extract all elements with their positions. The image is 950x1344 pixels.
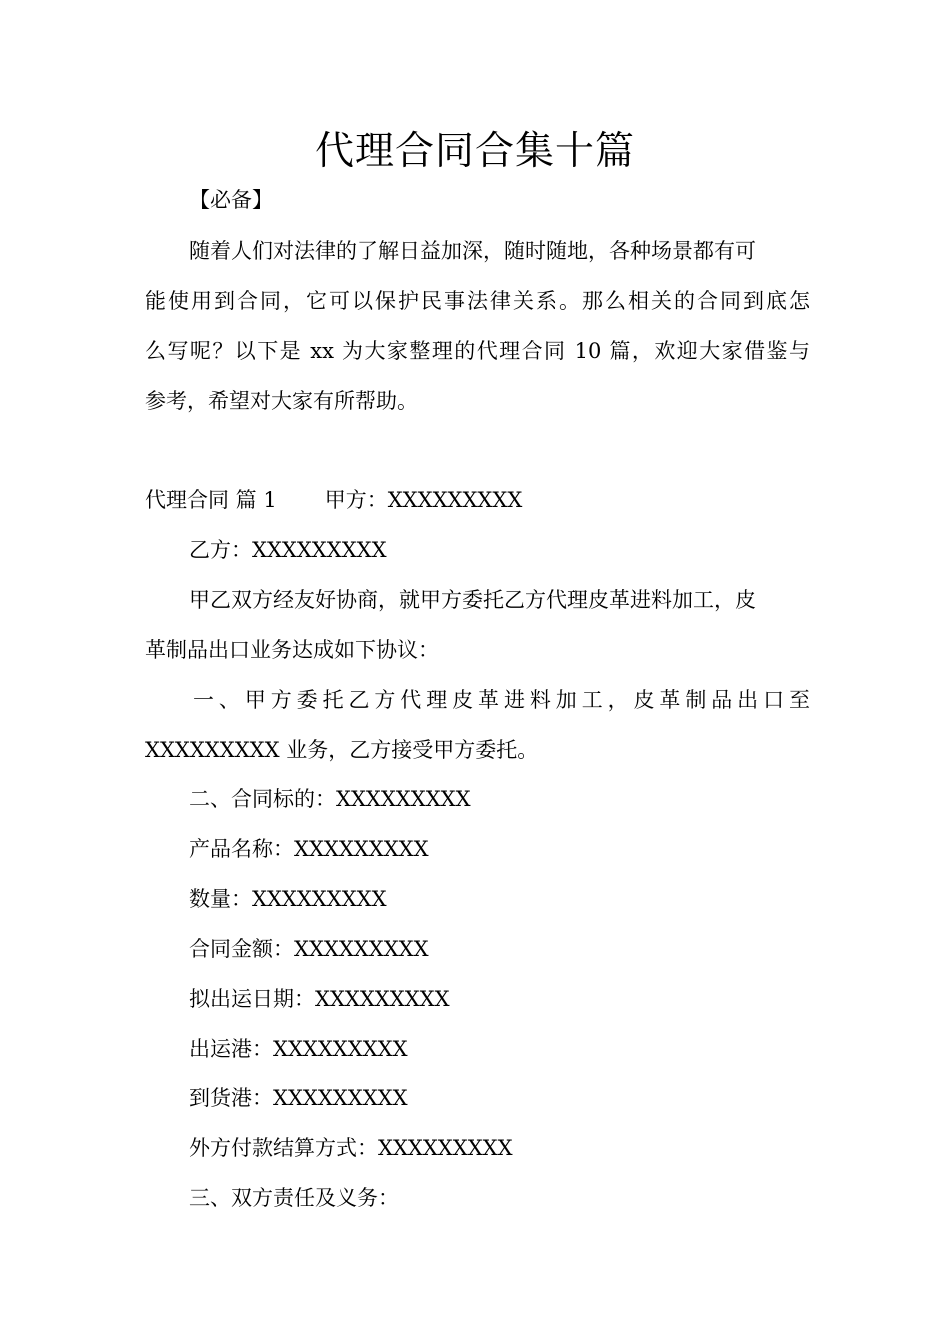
clause-3: 三、双方责任及义务： (189, 1186, 399, 1210)
field-contract-amount: 合同金额：XXXXXXXXX (189, 937, 429, 961)
field-payment-method: 外方付款结算方式：XXXXXXXXX (189, 1136, 513, 1160)
section-heading: 代理合同 篇 1 (145, 488, 277, 512)
clause-1-line-1: 一、甲方委托乙方代理皮革进料加工，皮革制品出口至 (193, 688, 810, 712)
field-product-name: 产品名称：XXXXXXXXX (189, 837, 429, 861)
party-a: 甲方：XXXXXXXXX (324, 488, 523, 512)
field-port-of-destination: 到货港：XXXXXXXXX (189, 1086, 408, 1110)
document-tag: 【必备】 (189, 188, 273, 212)
agreement-line-1: 甲乙双方经友好协商，就甲方委托乙方代理皮革进料加工，皮 (189, 588, 756, 612)
field-shipping-date: 拟出运日期：XXXXXXXXX (189, 987, 450, 1011)
field-quantity: 数量：XXXXXXXXX (189, 887, 387, 911)
clause-1-line-2: XXXXXXXXX 业务，乙方接受甲方委托。 (145, 738, 539, 762)
field-port-of-loading: 出运港：XXXXXXXXX (189, 1037, 408, 1061)
intro-line-2: 能使用到合同，它可以保护民事法律关系。那么相关的合同到底怎 (145, 289, 810, 313)
agreement-line-2: 革制品出口业务达成如下协议： (145, 638, 439, 662)
clause-2: 二、合同标的：XXXXXXXXX (189, 787, 471, 811)
party-b: 乙方：XXXXXXXXX (189, 538, 387, 562)
section-heading-line (145, 485, 810, 515)
intro-line-4: 参考，希望对大家有所帮助。 (145, 389, 418, 413)
intro-line-3: 么写呢？以下是 xx 为大家整理的代理合同 10 篇，欢迎大家借鉴与 (145, 339, 810, 363)
intro-line-1: 随着人们对法律的了解日益加深，随时随地，各种场景都有可 (189, 239, 756, 263)
document-title: 代理合同合集十篇 (314, 129, 635, 174)
